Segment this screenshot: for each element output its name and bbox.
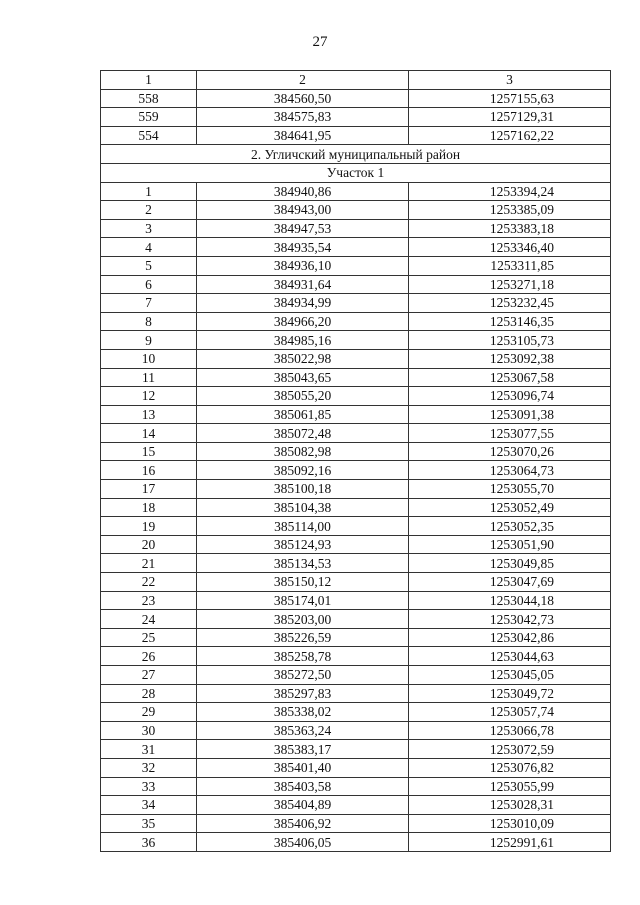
table-row [101, 312, 611, 331]
table-row [101, 201, 611, 220]
y-coordinate-cell: 1253070,26 [409, 442, 611, 461]
table-row [101, 256, 611, 275]
y-coordinate-cell: 1253052,49 [409, 498, 611, 517]
table-row [101, 758, 611, 777]
x-coordinate-cell: 385174,01 [197, 591, 409, 610]
y-coordinate-cell: 1253010,09 [409, 814, 611, 833]
table-row [101, 535, 611, 554]
y-coordinate-cell: 1253271,18 [409, 275, 611, 294]
x-coordinate-cell: 385406,05 [197, 833, 409, 852]
point-number-cell: 26 [101, 647, 197, 666]
y-coordinate-cell: 1253146,35 [409, 312, 611, 331]
point-number-cell: 9 [101, 331, 197, 350]
point-number-cell: 21 [101, 554, 197, 573]
table-row [101, 387, 611, 406]
y-coordinate-cell: 1253042,86 [409, 628, 611, 647]
point-number-cell: 18 [101, 498, 197, 517]
point-number-cell: 1 [101, 182, 197, 201]
point-number-cell: 19 [101, 517, 197, 536]
page-number: 27 [312, 34, 328, 50]
y-coordinate-cell: 1253072,59 [409, 740, 611, 759]
y-coordinate-cell: 1253066,78 [409, 721, 611, 740]
x-coordinate-cell: 385297,83 [197, 684, 409, 703]
table-row [101, 182, 611, 201]
y-coordinate-cell: 1253077,55 [409, 424, 611, 443]
y-coordinate-cell: 1257155,63 [409, 89, 611, 108]
y-coordinate-cell: 1253232,45 [409, 294, 611, 313]
x-coordinate-cell: 385403,58 [197, 777, 409, 796]
y-coordinate-cell: 1253092,38 [409, 349, 611, 368]
point-number-cell: 4 [101, 238, 197, 257]
point-number-cell: 27 [101, 666, 197, 685]
point-number-cell: 559 [101, 108, 197, 127]
point-number-cell: 3 [101, 219, 197, 238]
x-coordinate-cell: 385134,53 [197, 554, 409, 573]
x-coordinate-cell: 385022,98 [197, 349, 409, 368]
x-coordinate-cell: 384985,16 [197, 331, 409, 350]
y-coordinate-cell: 1253051,90 [409, 535, 611, 554]
y-coordinate-cell: 1253045,05 [409, 666, 611, 685]
y-coordinate-cell: 1253311,85 [409, 256, 611, 275]
x-coordinate-cell: 384641,95 [197, 126, 409, 145]
point-number-cell: 29 [101, 703, 197, 722]
point-number-cell: 32 [101, 758, 197, 777]
y-coordinate-cell: 1253055,99 [409, 777, 611, 796]
point-number-cell: 24 [101, 610, 197, 629]
table-row [101, 405, 611, 424]
x-coordinate-cell: 385072,48 [197, 424, 409, 443]
table-row [101, 126, 611, 145]
y-coordinate-cell: 1253052,35 [409, 517, 611, 536]
point-number-cell: 31 [101, 740, 197, 759]
subsection-title-row [101, 163, 611, 182]
x-coordinate-cell: 385100,18 [197, 480, 409, 499]
table-row [101, 684, 611, 703]
section-title-row [101, 145, 611, 164]
x-coordinate-cell: 385406,92 [197, 814, 409, 833]
table-row [101, 219, 611, 238]
table-row [101, 349, 611, 368]
table-row [101, 721, 611, 740]
x-coordinate-cell: 385404,89 [197, 796, 409, 815]
point-number-cell: 23 [101, 591, 197, 610]
x-coordinate-cell: 385124,93 [197, 535, 409, 554]
y-coordinate-cell: 1252991,61 [409, 833, 611, 852]
x-coordinate-cell: 385092,16 [197, 461, 409, 480]
table-row [101, 108, 611, 127]
point-number-cell: 35 [101, 814, 197, 833]
table-row [101, 238, 611, 257]
table-row [101, 610, 611, 629]
y-coordinate-cell: 1253044,63 [409, 647, 611, 666]
y-coordinate-cell: 1253067,58 [409, 368, 611, 387]
x-coordinate-cell: 384943,00 [197, 201, 409, 220]
x-coordinate-cell: 385363,24 [197, 721, 409, 740]
coordinates-table-body [101, 71, 611, 852]
point-number-cell: 28 [101, 684, 197, 703]
x-coordinate-cell: 385401,40 [197, 758, 409, 777]
y-coordinate-cell: 1253105,73 [409, 331, 611, 350]
x-coordinate-cell: 384940,86 [197, 182, 409, 201]
x-coordinate-cell: 385226,59 [197, 628, 409, 647]
point-number-cell: 10 [101, 349, 197, 368]
table-row [101, 424, 611, 443]
point-number-cell: 558 [101, 89, 197, 108]
x-coordinate-cell: 385203,00 [197, 610, 409, 629]
table-row [101, 796, 611, 815]
table-row [101, 666, 611, 685]
point-number-cell: 11 [101, 368, 197, 387]
header-col-1: 1 [101, 71, 197, 90]
y-coordinate-cell: 1257162,22 [409, 126, 611, 145]
table-row [101, 740, 611, 759]
table-header-row [101, 71, 611, 90]
y-coordinate-cell: 1253383,18 [409, 219, 611, 238]
y-coordinate-cell: 1253346,40 [409, 238, 611, 257]
table-row [101, 368, 611, 387]
table-row [101, 777, 611, 796]
y-coordinate-cell: 1253091,38 [409, 405, 611, 424]
y-coordinate-cell: 1257129,31 [409, 108, 611, 127]
table-row [101, 647, 611, 666]
table-row [101, 833, 611, 852]
point-number-cell: 8 [101, 312, 197, 331]
x-coordinate-cell: 384947,53 [197, 219, 409, 238]
point-number-cell: 33 [101, 777, 197, 796]
point-number-cell: 12 [101, 387, 197, 406]
y-coordinate-cell: 1253076,82 [409, 758, 611, 777]
x-coordinate-cell: 385082,98 [197, 442, 409, 461]
table-row [101, 628, 611, 647]
section-title: 2. Угличский муниципальный район [101, 145, 611, 164]
point-number-cell: 22 [101, 573, 197, 592]
y-coordinate-cell: 1253064,73 [409, 461, 611, 480]
x-coordinate-cell: 385043,65 [197, 368, 409, 387]
point-number-cell: 5 [101, 256, 197, 275]
x-coordinate-cell: 385258,78 [197, 647, 409, 666]
table-row [101, 275, 611, 294]
table-row [101, 442, 611, 461]
coordinates-table [100, 70, 611, 852]
x-coordinate-cell: 385150,12 [197, 573, 409, 592]
table-row [101, 498, 611, 517]
x-coordinate-cell: 384931,64 [197, 275, 409, 294]
y-coordinate-cell: 1253394,24 [409, 182, 611, 201]
y-coordinate-cell: 1253028,31 [409, 796, 611, 815]
point-number-cell: 36 [101, 833, 197, 852]
point-number-cell: 6 [101, 275, 197, 294]
y-coordinate-cell: 1253042,73 [409, 610, 611, 629]
point-number-cell: 554 [101, 126, 197, 145]
y-coordinate-cell: 1253049,85 [409, 554, 611, 573]
x-coordinate-cell: 385114,00 [197, 517, 409, 536]
x-coordinate-cell: 385104,38 [197, 498, 409, 517]
table-row [101, 89, 611, 108]
point-number-cell: 13 [101, 405, 197, 424]
table-row [101, 573, 611, 592]
table-row [101, 461, 611, 480]
table-row [101, 814, 611, 833]
x-coordinate-cell: 385272,50 [197, 666, 409, 685]
point-number-cell: 30 [101, 721, 197, 740]
x-coordinate-cell: 384560,50 [197, 89, 409, 108]
x-coordinate-cell: 384575,83 [197, 108, 409, 127]
table-row [101, 703, 611, 722]
x-coordinate-cell: 384936,10 [197, 256, 409, 275]
subsection-title: Участок 1 [101, 163, 611, 182]
table-row [101, 517, 611, 536]
point-number-cell: 15 [101, 442, 197, 461]
x-coordinate-cell: 385061,85 [197, 405, 409, 424]
table-row [101, 294, 611, 313]
point-number-cell: 2 [101, 201, 197, 220]
table-row [101, 480, 611, 499]
x-coordinate-cell: 384935,54 [197, 238, 409, 257]
x-coordinate-cell: 384934,99 [197, 294, 409, 313]
point-number-cell: 14 [101, 424, 197, 443]
point-number-cell: 16 [101, 461, 197, 480]
point-number-cell: 20 [101, 535, 197, 554]
y-coordinate-cell: 1253044,18 [409, 591, 611, 610]
y-coordinate-cell: 1253385,09 [409, 201, 611, 220]
y-coordinate-cell: 1253047,69 [409, 573, 611, 592]
header-col-2: 2 [197, 71, 409, 90]
point-number-cell: 34 [101, 796, 197, 815]
x-coordinate-cell: 385338,02 [197, 703, 409, 722]
table-row [101, 331, 611, 350]
x-coordinate-cell: 384966,20 [197, 312, 409, 331]
point-number-cell: 25 [101, 628, 197, 647]
header-col-3: 3 [409, 71, 611, 90]
point-number-cell: 7 [101, 294, 197, 313]
table-row [101, 591, 611, 610]
x-coordinate-cell: 385383,17 [197, 740, 409, 759]
y-coordinate-cell: 1253057,74 [409, 703, 611, 722]
y-coordinate-cell: 1253096,74 [409, 387, 611, 406]
x-coordinate-cell: 385055,20 [197, 387, 409, 406]
table-row [101, 554, 611, 573]
point-number-cell: 17 [101, 480, 197, 499]
y-coordinate-cell: 1253055,70 [409, 480, 611, 499]
y-coordinate-cell: 1253049,72 [409, 684, 611, 703]
